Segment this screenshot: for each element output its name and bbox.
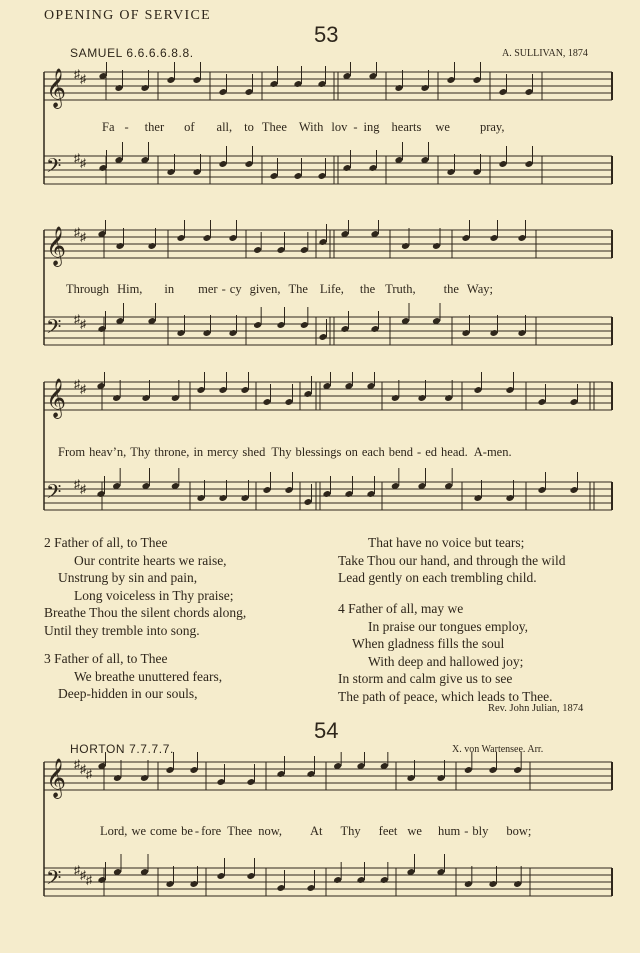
sharp-icon: ♯ — [80, 762, 86, 776]
sharp-icon: ♯ — [74, 477, 80, 491]
bass-clef-icon: 𝄢 — [46, 866, 62, 894]
treble-clef-icon: 𝄞 — [46, 68, 67, 108]
sharp-icon: ♯ — [74, 757, 80, 771]
sharp-icon: ♯ — [74, 67, 80, 81]
sharp-icon: ♯ — [74, 863, 80, 877]
sharp-icon: ♯ — [74, 151, 80, 165]
bass-clef-icon: 𝄢 — [46, 480, 62, 508]
sharp-icon: ♯ — [74, 225, 80, 239]
music-system-4 — [0, 752, 640, 942]
music-system-1 — [0, 62, 640, 200]
sharp-icon: ♯ — [80, 317, 86, 331]
lyric-line: Fa - ther of all, to Thee With lov - ing hearts we pray, — [102, 120, 505, 134]
treble-clef-icon: 𝄞 — [46, 378, 67, 418]
section-header: OPENING OF SERVICE — [44, 8, 211, 23]
tune-name: SAMUEL 6.6.6.6.8.8. — [70, 46, 194, 60]
verse-3: 3 Father of all, to Thee We breathe unuttered fears, Deep-hidden in our souls, — [44, 651, 223, 701]
composer: A. SULLIVAN, 1874 — [502, 48, 588, 59]
bass-clef-icon: 𝄢 — [46, 315, 62, 343]
treble-clef-icon: 𝄞 — [46, 226, 67, 266]
sharp-icon: ♯ — [74, 377, 80, 391]
sharp-icon: ♯ — [80, 72, 86, 86]
composer: X. von Wartensee. Arr. — [452, 744, 544, 755]
hymn-number: 54 — [314, 718, 339, 743]
sharp-icon: ♯ — [80, 868, 86, 882]
sharp-icon: ♯ — [80, 382, 86, 396]
sharp-icon: ♯ — [80, 230, 86, 244]
bass-clef-icon: 𝄢 — [46, 154, 62, 182]
score-system-4 — [0, 752, 640, 942]
hymn-author: Rev. John Julian, 1874 — [488, 703, 584, 714]
verse-3-continued: That have no voice but tears; Take Thou our hand, and through the wild Lead gently on each trembling child. — [338, 535, 566, 585]
music-system-2 — [0, 220, 640, 370]
hymn-number: 53 — [314, 22, 339, 47]
music-system-3 — [0, 372, 640, 520]
sharp-icon: ♯ — [80, 482, 86, 496]
lyric-line: Lord, we come be - fore Thee now, At Thy feet we hum - bly bow; — [100, 824, 532, 838]
sharp-icon: ♯ — [80, 156, 86, 170]
treble-clef-icon: 𝄞 — [46, 758, 67, 798]
verse-4: 4 Father of all, may we In praise our tongues employ, When gladness fills the soul With deep and hallowed joy; In storm and calm give us to see The path of peace, which leads to Thee. — [338, 601, 553, 704]
sharp-icon: ♯ — [74, 312, 80, 326]
lyric-line: Through Him, in mer - cy given, The Life, the Truth, the Way; — [66, 282, 493, 296]
tune-name: HORTON 7.7.7.7. — [70, 742, 174, 756]
sharp-icon: ♯ — [86, 873, 92, 887]
lyric-line: From heav’n, Thy throne, in mercy shed Thy blessings on each bend - ed head. A-men. — [58, 445, 512, 459]
sharp-icon: ♯ — [86, 767, 92, 781]
verse-2: 2 Father of all, to Thee Our contrite hearts we raise, Unstrung by sin and pain, Long voiceless in Thy praise; Breathe Thou the silent chords along, Until they tremble into song. — [44, 535, 247, 638]
